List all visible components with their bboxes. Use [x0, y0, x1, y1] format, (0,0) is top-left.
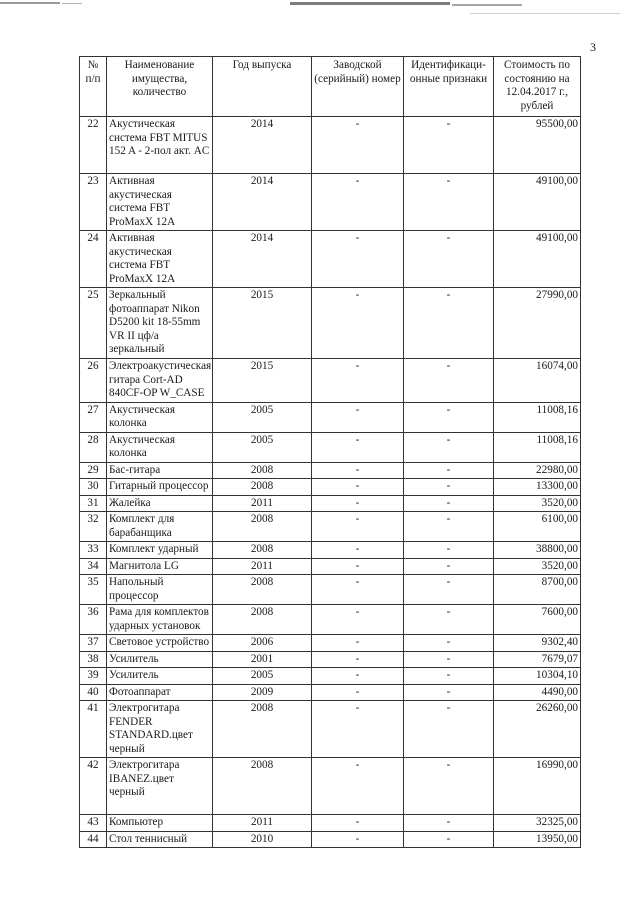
item-cost: 10304,10 [494, 668, 581, 685]
item-cost: 95500,00 [494, 117, 581, 174]
item-year: 2008 [213, 605, 312, 635]
row-number: 32 [80, 512, 107, 542]
item-serial: - [312, 402, 404, 432]
item-year: 2011 [213, 558, 312, 575]
item-cost: 49100,00 [494, 231, 581, 288]
item-name: Активная акустическая система FBT ProMaxX 12A [107, 174, 213, 231]
row-number: 33 [80, 542, 107, 559]
row-number: 41 [80, 701, 107, 758]
item-name: Рама для комплектов ударных установок [107, 605, 213, 635]
item-ident: - [404, 402, 494, 432]
inventory-table [79, 56, 581, 848]
item-name: Акустическая система FBT MITUS 152 A - 2-пол акт. AC [107, 117, 213, 174]
header-ident: Идентификаци-онные признаки [404, 57, 494, 117]
item-name: Стол теннисный [107, 831, 213, 848]
item-ident: - [404, 758, 494, 815]
item-ident: - [404, 635, 494, 652]
item-name: Комплект для барабанщика [107, 512, 213, 542]
item-name: Электроакустическая гитара Cort-AD 840CF-OP W_CASE [107, 359, 213, 403]
row-number: 38 [80, 651, 107, 668]
page-number: 3 [590, 40, 596, 54]
row-number: 42 [80, 758, 107, 815]
item-year: 2009 [213, 684, 312, 701]
item-serial: - [312, 831, 404, 848]
item-ident: - [404, 651, 494, 668]
item-year: 2005 [213, 432, 312, 462]
item-cost: 7679,07 [494, 651, 581, 668]
item-ident: - [404, 575, 494, 605]
item-year: 2001 [213, 651, 312, 668]
item-cost: 13950,00 [494, 831, 581, 848]
item-name: Бас-гитара [107, 462, 213, 479]
item-ident: - [404, 512, 494, 542]
item-year: 2010 [213, 831, 312, 848]
item-cost: 49100,00 [494, 174, 581, 231]
item-serial: - [312, 815, 404, 832]
item-cost: 11008,16 [494, 432, 581, 462]
item-name: Световое устройство [107, 635, 213, 652]
item-ident: - [404, 359, 494, 403]
item-year: 2011 [213, 495, 312, 512]
item-name: Фотоаппарат [107, 684, 213, 701]
item-cost: 22980,00 [494, 462, 581, 479]
item-ident: - [404, 479, 494, 496]
item-cost: 4490,00 [494, 684, 581, 701]
item-ident: - [404, 605, 494, 635]
item-cost: 32325,00 [494, 815, 581, 832]
item-name: Комплект ударный [107, 542, 213, 559]
item-ident: - [404, 558, 494, 575]
row-number: 28 [80, 432, 107, 462]
item-serial: - [312, 479, 404, 496]
row-number: 40 [80, 684, 107, 701]
row-number: 22 [80, 117, 107, 174]
row-number: 25 [80, 288, 107, 359]
row-number: 36 [80, 605, 107, 635]
row-number: 26 [80, 359, 107, 403]
item-cost: 16074,00 [494, 359, 581, 403]
item-name: Магнитола LG [107, 558, 213, 575]
item-serial: - [312, 462, 404, 479]
item-ident: - [404, 432, 494, 462]
header-serial: Заводской (серийный) номер [312, 57, 404, 117]
item-cost: 8700,00 [494, 575, 581, 605]
item-year: 2011 [213, 815, 312, 832]
item-year: 2014 [213, 231, 312, 288]
item-serial: - [312, 432, 404, 462]
item-serial: - [312, 605, 404, 635]
item-cost: 9302,40 [494, 635, 581, 652]
item-name: Компьютер [107, 815, 213, 832]
row-number: 24 [80, 231, 107, 288]
item-serial: - [312, 684, 404, 701]
item-cost: 3520,00 [494, 495, 581, 512]
item-name: Усилитель [107, 651, 213, 668]
row-number: 29 [80, 462, 107, 479]
table-body [80, 117, 581, 848]
item-cost: 27990,00 [494, 288, 581, 359]
item-ident: - [404, 117, 494, 174]
item-serial: - [312, 758, 404, 815]
item-serial: - [312, 542, 404, 559]
item-year: 2008 [213, 462, 312, 479]
item-name: Напольный процессор [107, 575, 213, 605]
item-name: Акустическая колонка [107, 402, 213, 432]
item-cost: 6100,00 [494, 512, 581, 542]
item-name: Электрогитара FENDER STANDARD.цвет черный [107, 701, 213, 758]
item-cost: 26260,00 [494, 701, 581, 758]
item-year: 2006 [213, 635, 312, 652]
item-serial: - [312, 558, 404, 575]
item-cost: 11008,16 [494, 402, 581, 432]
item-serial: - [312, 495, 404, 512]
item-year: 2008 [213, 542, 312, 559]
item-serial: - [312, 359, 404, 403]
row-number: 27 [80, 402, 107, 432]
row-number: 31 [80, 495, 107, 512]
table-header-row [80, 57, 581, 117]
item-year: 2014 [213, 174, 312, 231]
item-cost: 3520,00 [494, 558, 581, 575]
item-serial: - [312, 117, 404, 174]
item-ident: - [404, 701, 494, 758]
item-year: 2008 [213, 479, 312, 496]
item-serial: - [312, 231, 404, 288]
item-year: 2005 [213, 668, 312, 685]
item-serial: - [312, 575, 404, 605]
header-year: Год выпуска [213, 57, 312, 117]
item-year: 2008 [213, 701, 312, 758]
item-name: Жалейка [107, 495, 213, 512]
header-name: Наименование имущества, количество [107, 57, 213, 117]
item-ident: - [404, 542, 494, 559]
item-serial: - [312, 651, 404, 668]
row-number: 43 [80, 815, 107, 832]
row-number: 39 [80, 668, 107, 685]
item-serial: - [312, 701, 404, 758]
item-name: Гитарный процессор [107, 479, 213, 496]
item-ident: - [404, 231, 494, 288]
header-number: № п/п [80, 57, 107, 117]
item-ident: - [404, 684, 494, 701]
item-ident: - [404, 462, 494, 479]
item-ident: - [404, 288, 494, 359]
item-serial: - [312, 512, 404, 542]
item-cost: 13300,00 [494, 479, 581, 496]
item-serial: - [312, 174, 404, 231]
item-serial: - [312, 635, 404, 652]
header-cost: Стоимость по состоянию на 12.04.2017 г., рублей [494, 57, 581, 117]
item-ident: - [404, 495, 494, 512]
item-serial: - [312, 668, 404, 685]
item-ident: - [404, 815, 494, 832]
item-ident: - [404, 668, 494, 685]
item-name: Электрогитара IBANEZ.цвет черный [107, 758, 213, 815]
item-year: 2008 [213, 512, 312, 542]
item-cost: 16990,00 [494, 758, 581, 815]
item-ident: - [404, 831, 494, 848]
row-number: 35 [80, 575, 107, 605]
item-year: 2015 [213, 359, 312, 403]
item-name: Зеркальный фотоаппарат Nikon D5200 kit 18-55mm VR II цф/а зеркальный [107, 288, 213, 359]
scan-artifact-top [0, 0, 640, 14]
item-year: 2008 [213, 758, 312, 815]
item-year: 2008 [213, 575, 312, 605]
item-cost: 38800,00 [494, 542, 581, 559]
item-year: 2015 [213, 288, 312, 359]
row-number: 23 [80, 174, 107, 231]
row-number: 37 [80, 635, 107, 652]
item-name: Усилитель [107, 668, 213, 685]
item-cost: 7600,00 [494, 605, 581, 635]
item-year: 2005 [213, 402, 312, 432]
row-number: 44 [80, 831, 107, 848]
item-name: Активная акустическая система FBT ProMaxX 12A [107, 231, 213, 288]
row-number: 34 [80, 558, 107, 575]
item-name: Акустическая колонка [107, 432, 213, 462]
row-number: 30 [80, 479, 107, 496]
item-serial: - [312, 288, 404, 359]
item-ident: - [404, 174, 494, 231]
item-year: 2014 [213, 117, 312, 174]
